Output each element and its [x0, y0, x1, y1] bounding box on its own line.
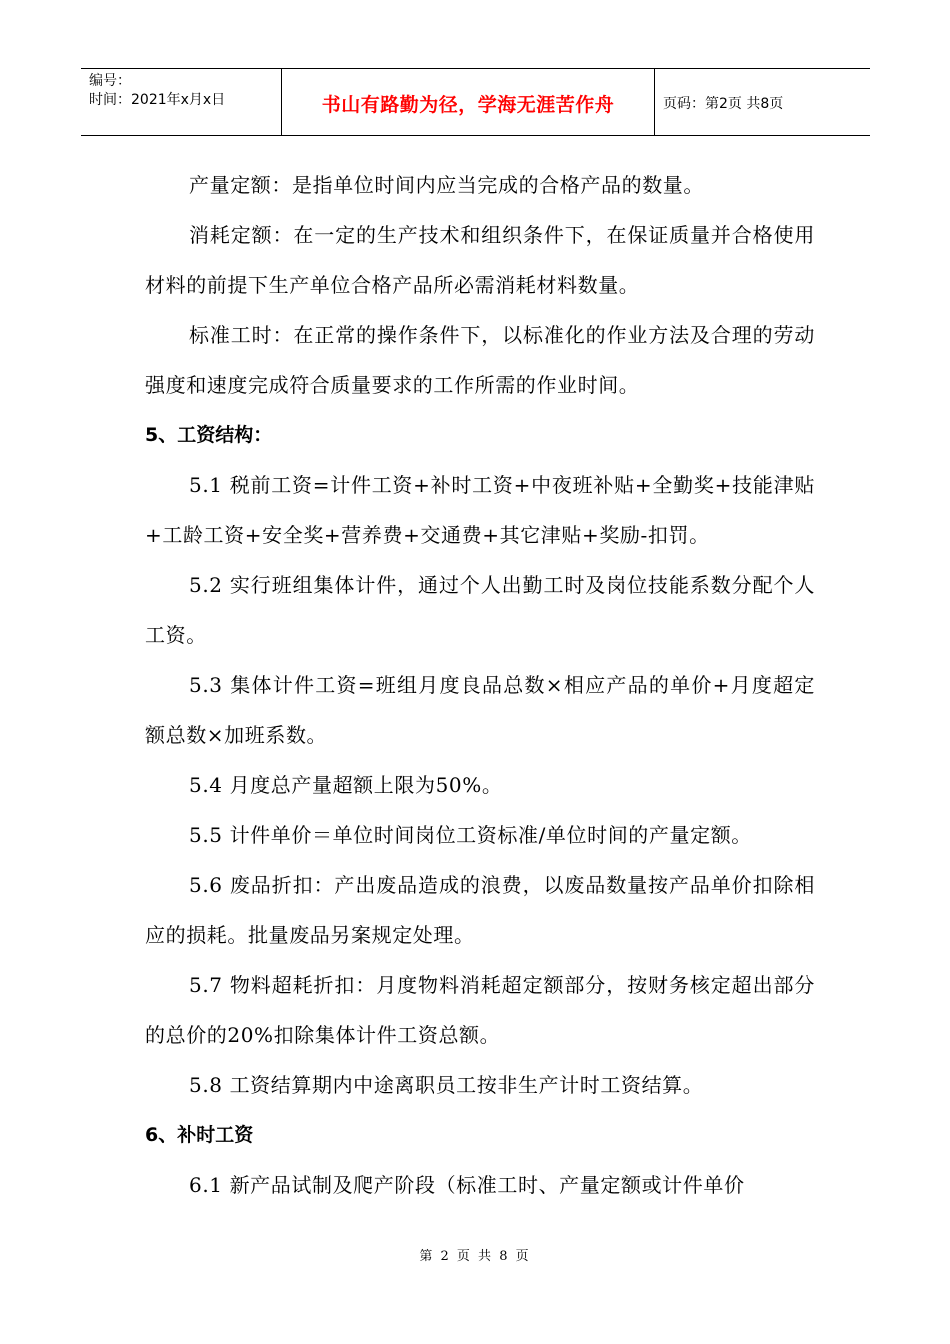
page-footer: 第 2 页 共 8 页 — [419, 1249, 531, 1264]
paragraph-consumption-quota: 消耗定额：在一定的生产技术和组织条件下，在保证质量并合格使用材料的前提下生产单位合格产品所必需消耗材料数量。 — [145, 223, 815, 297]
clause-5-8: 5.8 工资结算期内中途离职员工按非生产计时工资结算。 — [189, 1073, 704, 1097]
clause-5-5: 5.5 计件单价＝单位时间岗位工资标准/单位时间的产量定额。 — [189, 823, 752, 847]
page-header — [81, 68, 870, 136]
clause-5-7: 5.7 物料超耗折扣：月度物料消耗超定额部分，按财务核定超出部分的总价的20%扣除集体计件工资总额。 — [145, 973, 815, 1047]
clause-5-2: 5.2 实行班组集体计件，通过个人出勤工时及岗位技能系数分配个人工资。 — [145, 573, 815, 647]
header-meta-cell — [81, 69, 282, 135]
clause-6-1: 6.1 新产品试制及爬产阶段（标准工时、产量定额或计件单价 — [189, 1173, 745, 1197]
header-motto-cell — [282, 69, 655, 135]
paragraph-output-quota: 产量定额：是指单位时间内应当完成的合格产品的数量。 — [189, 173, 704, 197]
clause-5-4: 5.4 月度总产量超额上限为50%。 — [189, 773, 503, 797]
document-date: 时间：2021年x月x日 — [89, 92, 226, 108]
header-motto: 书山有路勤为径，学海无涯苦作舟 — [321, 93, 615, 116]
document-number-label: 编号： — [89, 73, 131, 89]
clause-5-3: 5.3 集体计件工资=班组月度良品总数×相应产品的单价+月度超定额总数×加班系数。 — [145, 673, 815, 747]
header-page-cell — [655, 70, 870, 136]
header-page-info: 页码：第2页 共8页 — [663, 96, 784, 112]
paragraph-standard-hours: 标准工时：在正常的操作条件下，以标准化的作业方法及合理的劳动强度和速度完成符合质量要求的工作所需的作业时间。 — [145, 323, 815, 397]
clause-5-6: 5.6 废品折扣：产出废品造成的浪费，以废品数量按产品单价扣除相应的损耗。批量废品另案规定处理。 — [145, 873, 815, 947]
document-body — [145, 160, 815, 1210]
clause-5-1: 5.1 税前工资=计件工资+补时工资+中夜班补贴+全勤奖+技能津贴+工龄工资+安全奖+营养费+交通费+其它津贴+奖励-扣罚。 — [145, 473, 815, 547]
section-heading-wage-structure: 5、工资结构： — [145, 424, 273, 446]
section-heading-overtime-wage: 6、补时工资 — [145, 1124, 254, 1146]
